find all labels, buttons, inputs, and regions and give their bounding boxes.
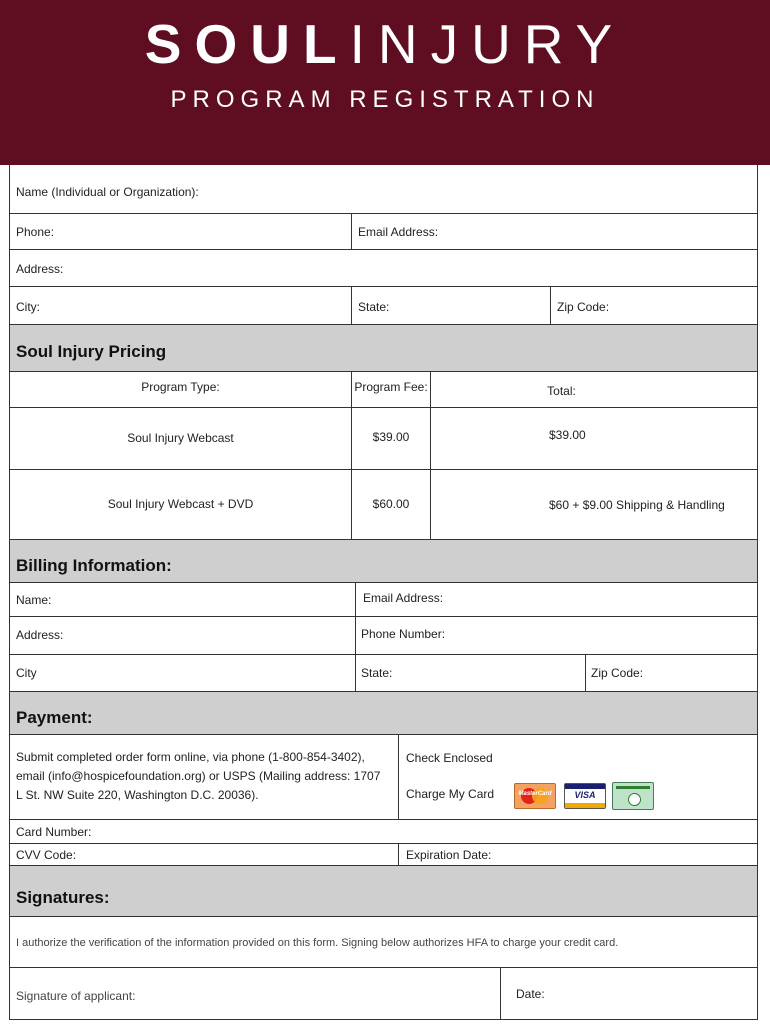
rule bbox=[9, 582, 758, 583]
divider bbox=[351, 371, 352, 539]
form-subtitle: PROGRAM REGISTRATION bbox=[170, 86, 600, 113]
zip-field-label: Zip Code: bbox=[557, 300, 610, 314]
cvv-code-label: CVV Code: bbox=[16, 848, 77, 862]
total-cell: $60 + $9.00 Shipping & Handling bbox=[549, 498, 725, 512]
payment-instructions-line: email (info@hospicefoundation.org) or USPS (Mailing address: 1707 bbox=[16, 769, 381, 783]
rule bbox=[9, 286, 758, 287]
visa-icon bbox=[564, 783, 606, 809]
divider bbox=[398, 843, 399, 865]
rule bbox=[9, 734, 758, 735]
signatures-section-header bbox=[10, 866, 758, 916]
billing-address-label: Address: bbox=[16, 628, 64, 642]
city-field-label: City: bbox=[16, 300, 40, 314]
program-type-cell: Soul Injury Webcast + DVD bbox=[107, 497, 254, 511]
pricing-section-title: Soul Injury Pricing bbox=[16, 342, 167, 361]
check-enclosed-option[interactable]: Check Enclosed bbox=[406, 751, 493, 765]
divider bbox=[351, 213, 352, 249]
form-border-right bbox=[757, 165, 758, 1020]
visa-text: VISA bbox=[574, 790, 596, 800]
date-label: Date: bbox=[516, 987, 545, 1001]
rule bbox=[9, 539, 758, 540]
signature-label: Signature of applicant: bbox=[16, 989, 136, 1003]
title-thin-part: INJURY bbox=[349, 13, 626, 75]
divider bbox=[355, 582, 356, 691]
rule bbox=[9, 1019, 758, 1020]
program-fee-cell: $60.00 bbox=[372, 497, 410, 511]
program-fee-cell: $39.00 bbox=[372, 430, 410, 444]
payment-instructions-line: Submit completed order form online, via phone (1-800-854-3402), bbox=[16, 750, 365, 764]
billing-state-label: State: bbox=[361, 666, 393, 680]
rule bbox=[9, 916, 758, 917]
total-cell: $39.00 bbox=[549, 428, 586, 442]
rule bbox=[9, 654, 758, 655]
billing-zip-label: Zip Code: bbox=[591, 666, 644, 680]
payment-section-title: Payment: bbox=[16, 708, 93, 727]
mastercard-icon bbox=[514, 783, 556, 809]
billing-section-title: Billing Information: bbox=[16, 556, 172, 575]
divider bbox=[398, 734, 399, 819]
address-field-label: Address: bbox=[16, 262, 64, 276]
rule bbox=[9, 843, 758, 844]
billing-email-label: Email Address: bbox=[363, 591, 444, 605]
rule bbox=[9, 967, 758, 968]
form-title bbox=[0, 12, 770, 76]
discover-card-icon bbox=[612, 782, 654, 810]
card-number-label: Card Number: bbox=[16, 825, 92, 839]
rule bbox=[9, 865, 758, 866]
signatures-section-title: Signatures: bbox=[16, 888, 110, 907]
rule bbox=[9, 324, 758, 325]
name-field-label: Name (Individual or Organization): bbox=[16, 185, 199, 199]
rule bbox=[9, 469, 758, 470]
rule bbox=[9, 616, 758, 617]
charge-my-card-option[interactable]: Charge My Card bbox=[406, 787, 495, 801]
divider bbox=[500, 967, 501, 1019]
expiration-date-label: Expiration Date: bbox=[406, 848, 492, 862]
state-field-label: State: bbox=[358, 300, 390, 314]
rule bbox=[9, 407, 758, 408]
rule bbox=[9, 249, 758, 250]
rule bbox=[9, 691, 758, 692]
program-type-cell: Soul Injury Webcast bbox=[127, 431, 234, 445]
authorization-statement: I authorize the verification of the information provided on this form. Signing below authorizes HFA to charge your credit card. bbox=[16, 937, 619, 949]
payment-instructions-line: L St. NW Suite 220, Washington D.C. 20036). bbox=[16, 788, 259, 802]
total-header: Total: bbox=[547, 384, 576, 398]
form-border-left bbox=[9, 165, 10, 1020]
rule bbox=[9, 371, 758, 372]
title-bold-part: SOUL bbox=[144, 13, 350, 75]
email-field-label: Email Address: bbox=[358, 225, 439, 239]
divider bbox=[585, 654, 586, 691]
divider bbox=[550, 286, 551, 324]
billing-phone-label: Phone Number: bbox=[361, 627, 446, 641]
billing-city-label: City bbox=[16, 666, 37, 680]
divider bbox=[351, 286, 352, 324]
mastercard-text: MasterCard bbox=[518, 791, 552, 797]
billing-name-label: Name: bbox=[16, 593, 52, 607]
program-type-header: Program Type: bbox=[141, 380, 220, 394]
payment-section-header bbox=[10, 692, 758, 734]
rule bbox=[9, 819, 758, 820]
phone-field-label: Phone: bbox=[16, 225, 55, 239]
program-fee-header: Program Fee: bbox=[354, 380, 428, 394]
rule bbox=[9, 213, 758, 214]
